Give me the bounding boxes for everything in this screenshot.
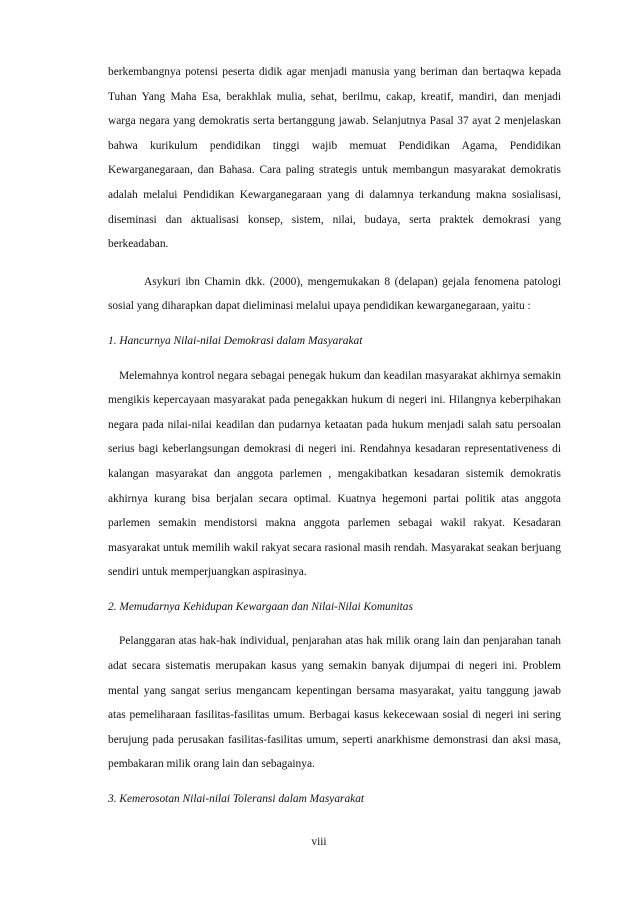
paragraph-spacer <box>108 354 561 364</box>
page-number: viii <box>311 836 327 848</box>
document-page <box>108 60 561 812</box>
paragraph-spacer <box>108 257 561 270</box>
paragraph-spacer <box>108 777 561 787</box>
body-paragraph-3: Melemahnya kontrol negara sebagai penegak hukum dan keadilan masyarakat akhirnya semakin mengikis kepercayaan masyarakat pada penegakkan hukum di negeri ini. Hilangnya keberpihakan negara pada nilai-nilai keadilan dan pudarnya ketaatan pada hukum menjadi salah satu persoalan serius bagi keberlangsungan demokrasi di negeri ini. Rendahnya kesadaran representativeness di kalangan masyarakat dan anggota parlemen , mengakibatkan kesadaran sistemik demokratis akhirnya kurang bisa berjalan secara optimal. Kuatnya hegemoni partai politik atas anggota parlemen semakin mendistorsi makna anggota parlemen sebagai wakil rakyat. Kesadaran masyarakat untuk memilih wakil rakyat secara rasional masih rendah. Masyarakat seakan berjuang sendiri untuk memperjuangkan aspirasinya. <box>108 369 561 579</box>
paragraph-spacer <box>108 619 561 629</box>
body-paragraph-1: berkembangnya potensi peserta didik agar menjadi manusia yang beriman dan bertaqwa kepada Tuhan Yang Maha Esa, berakhlak mulia, sehat, berilmu, cakap, kreatif, mandiri, dan menjadi warga negara yang demokratis serta bertanggung jawab. Selanjutnya Pasal 37 ayat 2 menjelaskan bahwa kurikulum pendidikan tinggi wajib memuat Pendidikan Agama, Pendidikan Kewarganegaraan, dan Bahasa. Cara paling strategis untuk membangun masyarakat demokratis adalah melalui Pendidikan Kewarganegaraan yang di dalamnya terkandung makna sosialisasi, diseminasi dan aktualisasi konsep, sistem, nilai, budaya, serta praktek demokrasi yang berkeadaban. <box>108 66 561 251</box>
body-paragraph-2: Asykuri ibn Chamin dkk. (2000), mengemukakan 8 (delapan) gejala fenomena patologi sosial yang diharapkan dapat dieliminasi melalui upaya pendidikan kewarganegaraan, yaitu : <box>108 275 561 313</box>
paragraph-spacer <box>108 585 561 595</box>
paragraph-spacer <box>108 319 561 329</box>
section-heading-1: 1. Hancurnya Nilai-nilai Demokrasi dalam Masyarakat <box>108 334 363 347</box>
body-paragraph-4: Pelanggaran atas hak-hak individual, penjarahan atas hak milik orang lain dan penjarahan tanah adat secara sistematis merupakan kasus yang semakin banyak dijumpai di negeri ini. Problem mental yang sangat serius mengancam kepentingan bersama masyarakat, yaitu tanggung jawab atas pemeliharaan fasilitas-fasilitas umum. Berbagai kasus kekecewaan sosial di negeri ini sering berujung pada perusakan fasilitas-fasilitas umum, seperti anarkhisme demonstrasi dan aksi masa, pembakaran milik orang lain dan sebagainya. <box>108 635 561 771</box>
section-heading-2: 2. Memudarnya Kehidupan Kewargaan dan Nilai-Nilai Komunitas <box>108 600 413 613</box>
section-heading-3: 3. Kemerosotan Nilai-nilai Toleransi dalam Masyarakat <box>108 793 365 806</box>
